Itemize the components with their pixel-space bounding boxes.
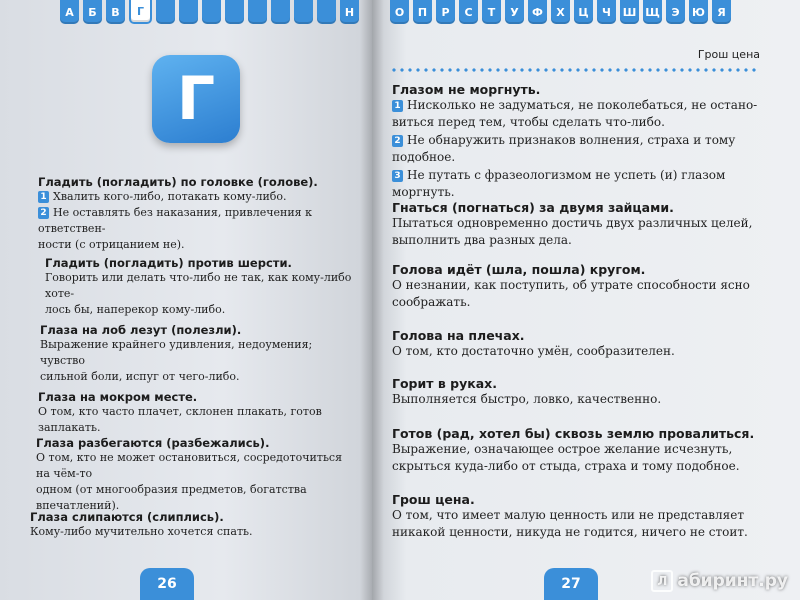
entry [36, 436, 358, 514]
alphabet-tab[interactable] [179, 0, 198, 24]
dotted-divider [390, 68, 760, 72]
entry [392, 426, 777, 476]
definition-line: скрыться куда-либо от стыда, страха и тому подобное. [392, 459, 740, 474]
alphabet-tab[interactable]: П [413, 0, 432, 24]
alphabet-tab[interactable]: Щ [643, 0, 662, 24]
watermark-text: абиринт.ру [677, 571, 788, 591]
entry-headword: Глаза на лоб лезут (полезли). [40, 323, 242, 337]
entry-headword: Голова на плечах. [392, 328, 525, 343]
entry-headword: Глаза на мокром месте. [38, 390, 198, 404]
alphabet-tab[interactable]: У [505, 0, 524, 24]
definition-line [38, 205, 358, 237]
definition-line [392, 167, 772, 184]
definition-line: Выполняется быстро, ловко, качественно. [392, 392, 662, 406]
definition-line [392, 97, 772, 114]
definition-line: О том, кто часто плачет, склонен плакать, готов заплакать. [38, 405, 322, 434]
definition-line: О том, кто не может остановиться, сосредоточиться на чём-то [36, 451, 343, 480]
alphabet-tab[interactable]: Т [482, 0, 501, 24]
running-head: Грош цена [697, 48, 760, 61]
alphabet-tab[interactable] [317, 0, 336, 24]
definition-text: Не обнаружить признаков волнения, страха и тому [407, 132, 736, 147]
entry [392, 376, 772, 408]
entry-headword: Гнаться (погнаться) за двумя зайцами. [392, 200, 674, 215]
sense-number: 2 [392, 135, 403, 147]
entry-headword: Готов (рад, хотел бы) сквозь землю провалиться. [392, 426, 755, 441]
definition-text: Хвалить кого-либо, потакать кому-либо. [53, 190, 287, 203]
site-watermark [651, 570, 788, 592]
alphabet-tab[interactable] [225, 0, 244, 24]
book-spine-shadow [360, 0, 384, 600]
definition-line: одном (от многообразия предметов, богатства впечатлений). [36, 482, 307, 512]
alphabet-tab[interactable] [294, 0, 313, 24]
definition-line [392, 132, 772, 149]
alphabet-tab[interactable] [156, 0, 175, 24]
entry [40, 323, 358, 385]
alphabet-tab[interactable]: Э [666, 0, 685, 24]
definition-line: виться перед тем, чтобы сделать что-либо. [392, 115, 665, 130]
entry-headword: Глаза разбегаются (разбежались). [36, 436, 270, 450]
sense-number: 2 [38, 207, 49, 219]
alphabet-tab[interactable] [248, 0, 267, 24]
entry-headword: Горит в руках. [392, 376, 497, 391]
left-page [0, 0, 372, 600]
watermark-logo-icon: Л [651, 570, 673, 592]
alphabet-tab[interactable] [202, 0, 221, 24]
definition-line: лось бы, наперекор кому-либо. [45, 302, 226, 316]
definition-line: соображать. [392, 295, 471, 310]
entry-headword: Глазом не моргнуть. [392, 82, 541, 97]
entry-headword: Грош цена. [392, 492, 475, 507]
page-number: 26 [140, 568, 194, 600]
sense-number: 1 [38, 191, 49, 203]
definition-line: Выражение, означающее острое желание исчезнуть, [392, 442, 733, 456]
definition-line: выполнить два разных дела. [392, 233, 572, 248]
definition-text: Не путать с фразеологизмом не успеть (и) глазом [407, 167, 726, 182]
entry-headword: Гладить (погладить) по головке (голове). [38, 175, 318, 189]
page-number: 27 [544, 568, 598, 600]
sense-number: 1 [392, 100, 403, 112]
alphabet-tab[interactable]: Ш [620, 0, 639, 24]
entry [392, 328, 772, 360]
definition-text: Не оставлять без наказания, привлечения к ответствен- [38, 205, 312, 235]
alphabet-tab[interactable]: В [106, 0, 125, 24]
definition-line: Говорить или делать что-либо не так, как кому-либо хоте- [45, 271, 352, 300]
alphabet-tab[interactable]: Ч [597, 0, 616, 24]
alphabet-tab[interactable]: Ф [528, 0, 547, 24]
entry-headword: Голова идёт (шла, пошла) кругом. [392, 262, 646, 277]
entry [38, 175, 358, 253]
alphabet-tab[interactable]: Я [712, 0, 731, 24]
sense-number: 3 [392, 170, 403, 182]
alphabet-tab[interactable]: О [390, 0, 409, 24]
definition-line: никакой ценности, никуда не годится, ничего не стоит. [392, 525, 748, 540]
entry [392, 200, 772, 250]
definition-line [38, 189, 358, 205]
definition-line: О том, кто достаточно умён, сообразителен. [392, 344, 675, 358]
entry [45, 256, 360, 318]
alphabet-tabs-right [390, 0, 731, 26]
alphabet-tab[interactable]: С [459, 0, 478, 24]
alphabet-tab[interactable]: Н [340, 0, 359, 24]
entry-headword: Глаза слипаются (слиплись). [30, 510, 224, 524]
definition-text: ности (с отрицанием не). [38, 237, 185, 251]
alphabet-tab[interactable]: Х [551, 0, 570, 24]
section-letter-badge: Г [152, 55, 240, 143]
entry [392, 262, 772, 312]
alphabet-tab[interactable]: Б [83, 0, 102, 24]
definition-text: Нисколько не задуматься, не поколебаться, не остано- [407, 98, 758, 112]
alphabet-tab[interactable]: Ц [574, 0, 593, 24]
right-page [372, 0, 800, 600]
entry-headword: Гладить (погладить) против шерсти. [45, 256, 292, 270]
alphabet-tab[interactable]: Ю [689, 0, 708, 24]
entry [38, 390, 358, 436]
alphabet-tab[interactable]: Р [436, 0, 455, 24]
entry [392, 492, 782, 542]
definition-line: О незнании, как поступить, об утрате способности ясно [392, 278, 750, 292]
definition-line: Пытаться одновременно достичь двух различных целей, [392, 216, 753, 230]
definition-line: Выражение крайнего удивления, недоумения; чувство [40, 338, 313, 367]
definition-line: моргнуть. [392, 184, 455, 199]
entry [392, 82, 772, 201]
definition-line: Кому-либо мучительно хочется спать. [30, 525, 253, 538]
definition-line [38, 237, 358, 253]
definition-line: подобное. [392, 150, 456, 165]
alphabet-tab[interactable]: А [60, 0, 79, 24]
definition-line: О том, что имеет малую ценность или не представляет [392, 508, 744, 522]
entry [30, 510, 358, 540]
alphabet-tab[interactable]: Г [129, 0, 152, 24]
alphabet-tab[interactable] [271, 0, 290, 24]
definition-line: сильной боли, испуг от чего-либо. [40, 369, 240, 383]
alphabet-tabs-left [60, 0, 359, 26]
